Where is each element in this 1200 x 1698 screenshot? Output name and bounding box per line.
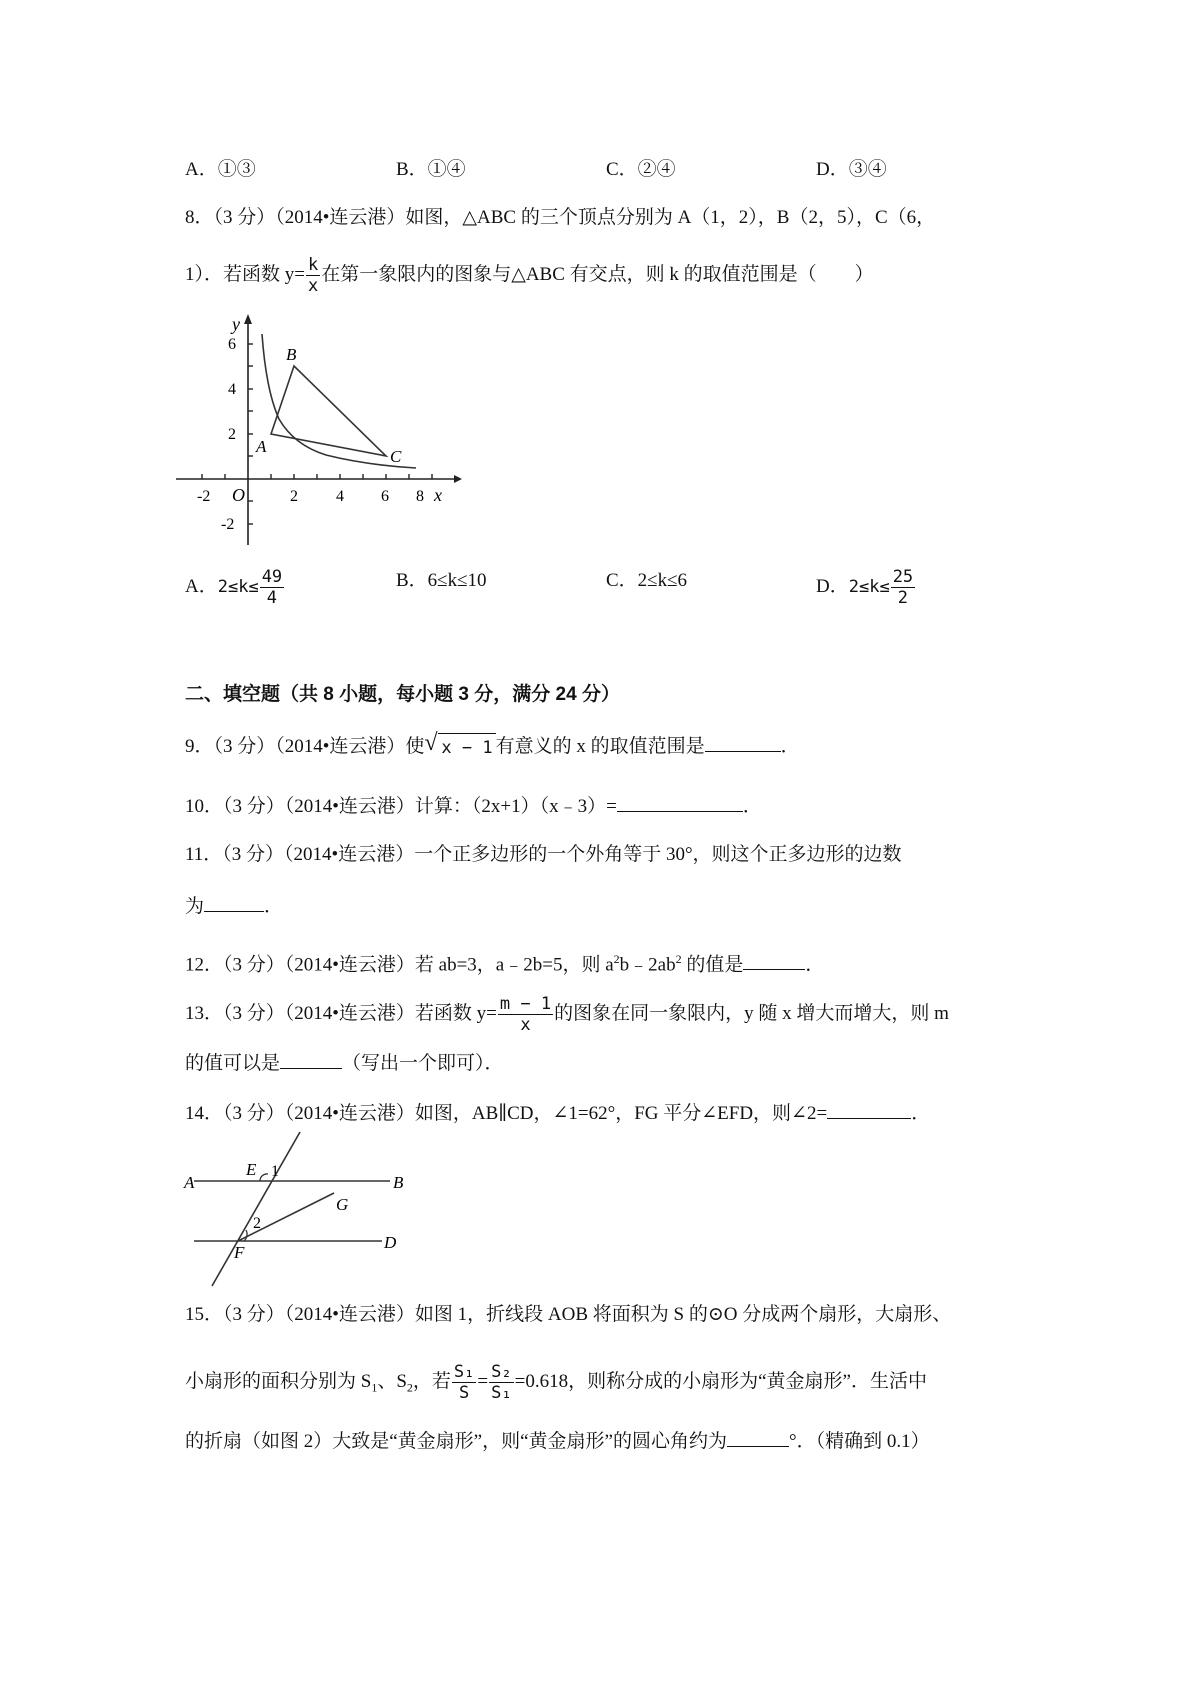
- q7-option-b: B．①④: [396, 159, 466, 180]
- q8-frac-num: k: [307, 255, 319, 275]
- origin-label: O: [232, 485, 245, 505]
- frac-den: 2: [897, 588, 909, 608]
- q9-answer-blank[interactable]: [705, 737, 781, 752]
- q10: [185, 793, 762, 821]
- angle1-arc-icon: [260, 1174, 268, 1181]
- label-f: F: [234, 1243, 245, 1262]
- q8-stem-line2: [185, 255, 874, 296]
- q8-option-d-label: D．: [816, 575, 849, 597]
- q12-text-mid: b﹣2ab: [619, 954, 676, 976]
- q13-text-post: 的图象在同一象限内，y 随 x 增大而增大，则 m: [554, 1002, 949, 1024]
- q8-fraction-k-over-x: [306, 255, 320, 296]
- y-axis-arrow-icon: [244, 314, 252, 324]
- q15-sub1: 1: [371, 1380, 378, 1395]
- frac-den: x: [520, 1015, 531, 1035]
- frac-num: S₂: [491, 1362, 512, 1382]
- q9-text-pre: 9．（3 分）（2014•连云港）使: [185, 736, 425, 757]
- q12-sup2: 2: [675, 952, 682, 966]
- x-tick-6: 6: [381, 488, 389, 505]
- q15-text-post: =0.618，则称分成的小扇形为“黄金扇形”．生活中: [514, 1370, 927, 1392]
- q8-text-post: 在第一象限内的图象与△ABC 有交点，则 k 的取值范围是（ ）: [321, 263, 874, 285]
- q15-sub2: 2: [406, 1380, 413, 1395]
- q13-text-pre: 13．（3 分）（2014•连云港）若函数 y=: [185, 1002, 497, 1024]
- q12-answer-blank[interactable]: [743, 955, 805, 970]
- q15-fraction-s1-over-s: [452, 1362, 476, 1403]
- q11-line2: [185, 893, 283, 921]
- q8-option-a-label: A．: [185, 575, 218, 597]
- y-tick-2: 2: [228, 426, 236, 443]
- transversal-ef: [212, 1132, 300, 1286]
- q11-text-pre: 为: [185, 896, 205, 917]
- frac-den: S: [459, 1383, 470, 1403]
- q8-stem-line1: 8．（3 分）（2014•连云港）如图，△ABC 的三个顶点分别为 A（1，2），B（2，5），C（6，: [185, 207, 936, 228]
- q15-text-ruo: ，若: [412, 1370, 451, 1392]
- q8-frac-den: x: [307, 276, 319, 296]
- sqrt-icon: √: [424, 730, 438, 757]
- q12: [185, 945, 824, 979]
- q9-text-post: 有意义的 x 的取值范围是: [495, 736, 705, 757]
- q9: [185, 730, 800, 762]
- q14-end: ．: [911, 1103, 931, 1124]
- q9-end: ．: [780, 736, 800, 757]
- y-axis-label: y: [232, 314, 240, 334]
- label-e: E: [246, 1160, 257, 1179]
- q8-option-a: [185, 567, 285, 608]
- q10-text: 10．（3 分）（2014•连云港）计算：（2x+1）（x﹣3）=: [185, 796, 617, 817]
- label-angle1: 1: [271, 1163, 279, 1180]
- x-tick-4: 4: [336, 488, 344, 505]
- q13-line1: [185, 994, 949, 1035]
- point-a-label: A: [256, 437, 267, 456]
- q8-option-d-pre: 2≤k≤: [848, 576, 890, 597]
- q14-text: 14．（3 分）（2014•连云港）如图，AB∥CD，∠1=62°，FG 平分∠EFD，则∠2=: [185, 1103, 828, 1124]
- q12-end: ．: [805, 954, 825, 976]
- q8-graph: [176, 310, 476, 555]
- frac-num: 25: [892, 567, 914, 587]
- q13-answer-blank[interactable]: [280, 1054, 342, 1069]
- y-tick-4: 4: [228, 381, 236, 398]
- label-b: B: [393, 1173, 404, 1192]
- q8-option-b: B．6≤k≤10: [396, 570, 487, 591]
- q11-line1: 11．（3 分）（2014•连云港）一个正多边形的一个外角等于 30°，则这个正多边形的边数: [185, 844, 902, 865]
- q15-text-post3: °．（精确到 0.1）: [788, 1431, 930, 1452]
- y-tick-neg2: -2: [221, 516, 235, 533]
- point-b-label: B: [286, 345, 297, 364]
- x-tick-neg2: -2: [197, 488, 211, 505]
- label-d: D: [384, 1233, 397, 1252]
- x-axis-label: x: [434, 485, 442, 505]
- frac-num: S₁: [453, 1362, 475, 1382]
- point-c-label: C: [390, 447, 402, 466]
- q15-text-pre: 小扇形的面积分别为 S: [185, 1370, 372, 1392]
- q11-answer-blank[interactable]: [204, 897, 264, 912]
- q8-option-d-fraction: [891, 567, 915, 608]
- q11-end: ．: [264, 896, 284, 917]
- q14-answer-blank[interactable]: [827, 1104, 911, 1119]
- frac-den: S₁: [491, 1383, 512, 1403]
- q7-option-d: D．③④: [816, 159, 887, 180]
- q13-fraction: [498, 994, 553, 1035]
- q8-option-d: [816, 567, 916, 608]
- label-a: A: [184, 1173, 195, 1192]
- q13-line2: [185, 1050, 504, 1078]
- x-tick-2: 2: [290, 488, 298, 505]
- section2-heading: 二、填空题（共 8 小题，每小题 3 分，满分 24 分）: [185, 684, 620, 705]
- q8-option-c: C．2≤k≤6: [606, 570, 688, 591]
- q13-text-pre2: 的值可以是: [185, 1053, 281, 1074]
- q14: [185, 1100, 930, 1128]
- label-g: G: [336, 1195, 349, 1214]
- frac-num: m − 1: [499, 994, 552, 1014]
- x-tick-8: 8: [416, 488, 424, 505]
- q12-sup1: 2: [613, 952, 620, 966]
- q15-equals: =: [477, 1370, 489, 1392]
- q15-line1: 15．（3 分）（2014•连云港）如图 1，折线段 AOB 将面积为 S 的⊙O 分成两个扇形，大扇形、: [185, 1304, 952, 1325]
- x-axis-arrow-icon: [454, 475, 462, 483]
- q15-line2: [185, 1362, 927, 1403]
- q12-text-post: 的值是: [681, 954, 744, 976]
- frac-den: 4: [266, 588, 278, 608]
- y-tick-6: 6: [228, 336, 236, 353]
- q15-text-pre3: 的折扇（如图 2）大致是“黄金扇形”，则“黄金扇形”的圆心角约为: [185, 1431, 727, 1452]
- q14-figure: [176, 1130, 426, 1290]
- q9-sqrt: [424, 730, 495, 762]
- q15-line3: [185, 1428, 930, 1456]
- triangle-abc: [271, 366, 386, 456]
- q15-fraction-s2-over-s1: [489, 1362, 513, 1403]
- q15-answer-blank[interactable]: [727, 1432, 789, 1447]
- q7-option-a: A．①③: [185, 159, 256, 180]
- angle2-arc-icon: [244, 1230, 247, 1241]
- q8-option-a-pre: 2≤k≤: [217, 576, 259, 597]
- q8-text-pre: 1）．若函数 y=: [185, 263, 305, 285]
- label-angle2: 2: [253, 1215, 261, 1232]
- q15-text-mid: 、S: [377, 1370, 407, 1392]
- frac-num: 49: [261, 567, 283, 587]
- q13-text-post2: （写出一个即可）．: [342, 1053, 504, 1074]
- q10-answer-blank[interactable]: [617, 797, 743, 812]
- q12-text-pre: 12．（3 分）（2014•连云港）若 ab=3，a﹣2b=5，则 a: [185, 954, 614, 976]
- q8-option-a-fraction: [260, 567, 284, 608]
- q9-radicand: x − 1: [438, 733, 495, 762]
- q10-end: ．: [742, 796, 762, 817]
- q7-option-c: C．②④: [606, 159, 676, 180]
